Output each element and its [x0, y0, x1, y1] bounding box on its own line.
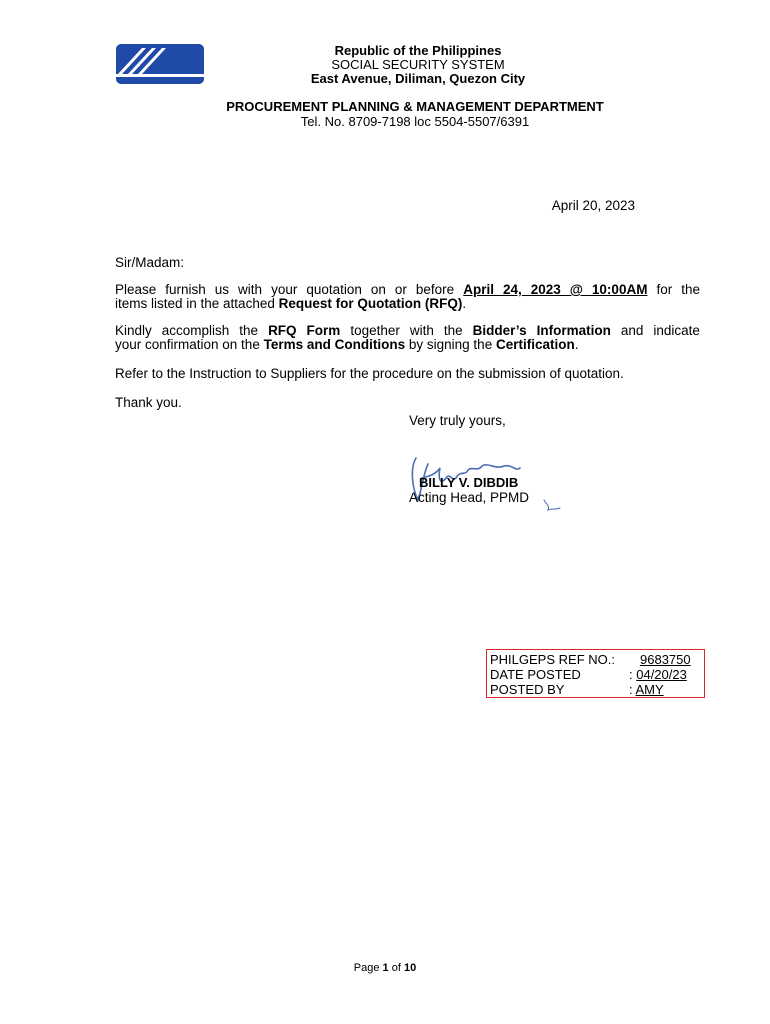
ref-label: PHILGEPS REF NO.: — [490, 652, 615, 667]
p2-certification: Certification — [495, 337, 575, 352]
ref-value: : AMY — [629, 682, 664, 697]
closing: Very truly yours, — [409, 413, 506, 428]
salutation: Sir/Madam: — [115, 255, 185, 270]
p1-rfq: Request for Quotation (RFQ) — [278, 296, 463, 311]
ref-row-ref-no — [490, 652, 704, 667]
p1-text-a: Please furnish us with your quotation on or before — [115, 282, 455, 297]
p2-end: . — [574, 337, 579, 352]
footer-page-total: 10 — [403, 962, 417, 974]
p2-terms: Terms and Conditions — [263, 337, 406, 352]
footer-of-word: of — [391, 962, 401, 974]
p2-bidder-info: Bidder’s Information — [472, 323, 611, 338]
footer-page-word: Page — [353, 962, 380, 974]
page-footer — [0, 962, 770, 974]
p2-text-d: your confirmation on the — [115, 337, 260, 352]
p2-rfq-form: RFQ Form — [268, 323, 341, 338]
ref-value: 9683750 — [640, 652, 691, 667]
department-title: PROCUREMENT PLANNING & MANAGEMENT DEPARTMENT — [226, 99, 604, 114]
p1-text-c: items listed in the attached — [115, 296, 275, 311]
paragraph-1-line-2 — [115, 297, 700, 312]
header-address: East Avenue, Diliman, Quezon City — [310, 71, 526, 86]
signatory-title: Acting Head, PPMD — [409, 490, 530, 505]
thank-you: Thank you. — [115, 395, 182, 410]
header-republic: Republic of the Philippines — [334, 43, 502, 58]
p1-text-b: for the — [656, 282, 700, 297]
philgeps-reference-box — [486, 649, 705, 698]
header-org: SOCIAL SECURITY SYSTEM — [331, 57, 505, 72]
paragraph-3: Refer to the Instruction to Suppliers for the procedure on the submission of quotation. — [115, 366, 624, 381]
footer-page-number: 1 — [382, 962, 389, 974]
p2-text-e: by signing the — [408, 337, 493, 352]
p1-deadline: April 24, 2023 @ 10:00AM — [463, 282, 648, 297]
ref-value-underlined: AMY — [635, 682, 664, 697]
p1-end: . — [462, 296, 467, 311]
p2-text-a: Kindly accomplish the — [115, 323, 259, 338]
paragraph-2-line-2 — [115, 338, 700, 353]
ref-label: DATE POSTED — [490, 667, 581, 682]
ref-label: POSTED BY — [490, 682, 565, 697]
department-tel: Tel. No. 8709-7198 loc 5504-5507/6391 — [300, 114, 530, 129]
ref-row-posted-by — [490, 682, 704, 697]
sss-logo-icon — [116, 44, 204, 84]
p2-text-c: and indicate — [620, 323, 700, 338]
signatory-name: BILLY V. DIBDIB — [419, 475, 519, 490]
p2-text-b: together with the — [350, 323, 463, 338]
ref-row-date-posted — [490, 667, 704, 682]
letter-date: April 20, 2023 — [551, 198, 635, 213]
ref-value-underlined: 04/20/23 — [636, 667, 687, 682]
ref-value: : 04/20/23 — [629, 667, 687, 682]
